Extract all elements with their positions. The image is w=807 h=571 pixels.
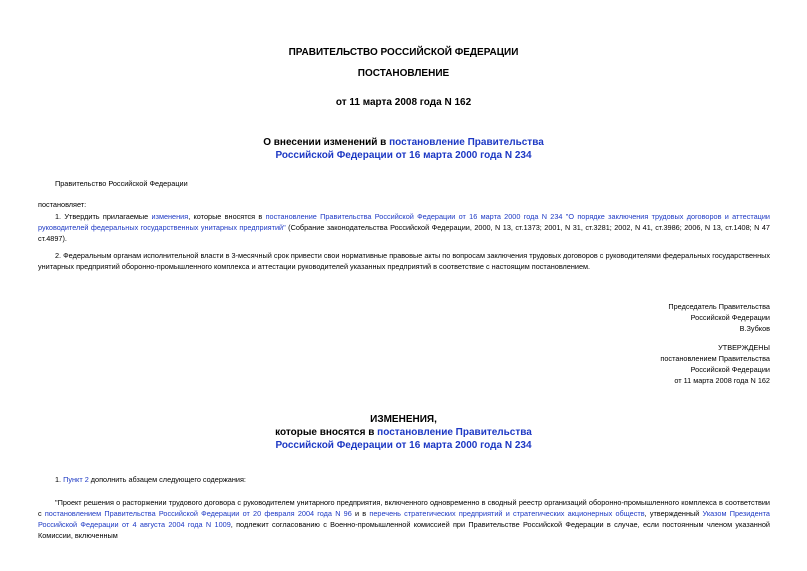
link-presidential-decree-1009[interactable]: Указом Президента Российской Федерации от 4 августа 2004 года N 1009 bbox=[38, 509, 770, 529]
link-decree-234-full[interactable]: постановление Правительства Российской Федерации от 16 марта 2000 года N 234 "О порядке заключения трудовых договоров и аттестации руководителей федеральных государственных унитарных предприятий" bbox=[38, 212, 770, 232]
link-decree-96[interactable]: постановлением Правительства Российской Федерации от 20 февраля 2004 года N 96 bbox=[44, 509, 352, 518]
title-link-decree-234-date[interactable]: Российской Федерации от 16 марта 2000 года N 234 bbox=[275, 150, 532, 161]
link-point-2[interactable]: Пункт 2 bbox=[63, 475, 89, 484]
item-2-paragraph: 2. Федеральным органам исполнительной власти в 3-месячный срок привести свои нормативные правовые акты по вопросам заключения трудовых договоров с руководителями федеральных государственных унитарных предприятий оборонно-промышленного комплекса и аттестации руководителей указанных предприятий в соответствие с настоящим постановлением. bbox=[38, 251, 770, 271]
title-link-decree-234[interactable]: постановление Правительства bbox=[389, 137, 544, 148]
preamble-resolves: постановляет: bbox=[38, 200, 87, 209]
approval-country: Российской Федерации bbox=[690, 365, 770, 374]
approval-approved: УТВЕРЖДЕНЫ bbox=[718, 343, 770, 352]
document-date-number: от 11 марта 2008 года N 162 bbox=[335, 97, 472, 108]
signature-block bbox=[668, 301, 770, 334]
changes-sub: которые вносятся в bbox=[275, 427, 378, 438]
government-heading: ПРАВИТЕЛЬСТВО РОССИЙСКОЙ ФЕДЕРАЦИИ bbox=[288, 47, 519, 58]
changes-link-decree[interactable]: постановление Правительства bbox=[377, 427, 532, 438]
changes-title: ИЗМЕНЕНИЯ, bbox=[370, 414, 437, 425]
approval-date: от 11 марта 2008 года N 162 bbox=[674, 376, 770, 385]
document-title bbox=[0, 136, 807, 162]
approval-block bbox=[660, 342, 770, 386]
item-1-paragraph: 1. Утвердить прилагаемые изменения, которые вносятся в постановление Правительства Российской Федерации от 16 марта 2000 года N 234 "О порядке заключения трудовых договоров и аттестации руководителей федеральных государственных унитарных предприятий" (Собрание законодательства Российской Федерации, 2000, N 13, ст.1373; 2001, N 31, ст.3281; 2002, N 41, ст.3986; 2006, N 13, ст.1408; N 47 ст.4897). bbox=[38, 212, 770, 243]
preamble-government: Правительство Российской Федерации bbox=[55, 179, 188, 188]
change-1-paragraph: 1. Пункт 2 дополнить абзацем следующего содержания: bbox=[55, 475, 246, 484]
approval-by-decree: постановлением Правительства bbox=[660, 354, 770, 363]
link-changes[interactable]: изменения bbox=[151, 212, 189, 221]
title-prefix: О внесении изменений в bbox=[263, 137, 390, 148]
changes-link-decree-date[interactable]: Российской Федерации от 16 марта 2000 года N 234 bbox=[275, 440, 532, 451]
link-strategic-enterprises-list[interactable]: перечень стратегических предприятий и стратегических акционерных обществ bbox=[369, 509, 645, 518]
signature-position: Председатель Правительства bbox=[668, 302, 770, 311]
quoted-amendment-paragraph: "Проект решения о расторжении трудового договора с руководителем унитарного предприятия, включенного одновременно в сводный реестр организаций оборонно-промышленного комплекса в соответствии с постановлением Правительства Российской Федерации от 20 февраля 2004 года N 96 и в перечень стратегических предприятий и стратегических акционерных обществ, утвержденный Указом Президента Российской Федерации от 4 августа 2004 года N 1009, подлежит согласованию с Военно-промышленной комиссией при Правительстве Российской Федерации в случае, если постоянным членом указанной Комиссии, включенным bbox=[38, 498, 770, 540]
signature-country: Российской Федерации bbox=[690, 313, 770, 322]
signature-name: В.Зубков bbox=[739, 324, 770, 333]
document-type: ПОСТАНОВЛЕНИЕ bbox=[357, 68, 450, 79]
changes-heading bbox=[0, 413, 807, 452]
